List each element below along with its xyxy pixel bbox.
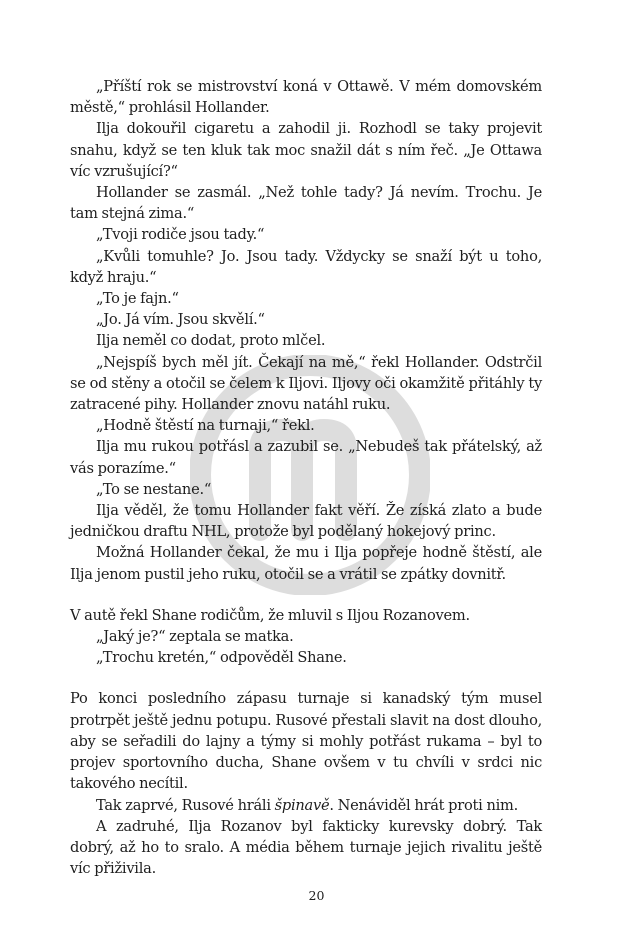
paragraph-italic-word: špinavě — [274, 796, 330, 814]
paragraph: Možná Hollander čekal, že mu i Ilja popřeje hodně štěstí, ale Ilja jenom pustil jeho ruku, otočil se a vrátil se zpátky dovnitř. — [70, 544, 542, 583]
paragraph: Ilja mu rukou potřásl a zazubil se. „Nebudeš tak přátelský, až vás porazíme.“ — [70, 438, 542, 477]
paragraph: Ilja dokouřil cigaretu a zahodil ji. Rozhodl se taky projevit snahu, když se ten kluk tak moc snažil dát s ním řeč. „Je Ottawa víc vzrušující?“ — [70, 120, 542, 180]
paragraph: „To se nestane.“ — [96, 480, 212, 498]
paragraph: „To je fajn.“ — [96, 290, 179, 308]
paragraph-part: Tak zaprvé, Rusové hráli — [96, 796, 275, 814]
paragraph: A zadruhé, Ilja Rozanov byl fakticky kurevsky dobrý. Tak dobrý, až ho to sralo. A média během turnaje jejich rivalitu ještě víc přiživila. — [70, 817, 542, 878]
paragraph: „Příští rok se mistrovství koná v Ottawě. V mém domovském městě,“ prohlásil Hollander. — [70, 78, 542, 117]
paragraph: Hollander se zasmál. „Než tohle tady? Já nevím. Trochu. Je tam stejná zima.“ — [70, 184, 542, 223]
paragraph: „Jaký je?“ zeptala se matka. — [96, 628, 294, 646]
paragraph-part: . Nenáviděl hrát proti nim. — [329, 796, 519, 814]
paragraph: „Trochu kretén,“ odpověděl Shane. — [96, 649, 347, 667]
paragraph: „Tvoji rodiče jsou tady.“ — [96, 226, 265, 244]
paragraph-section-start: Po konci posledního zápasu turnaje si kanadský tým musel protrpět ještě jednu potupu. Rusové přestali slavit na dost dlouho, aby se seřadili do lajny a týmy si mohly potřást rukama – byl to projev sportovního ducha, Shane ovšem v tu chvíli v srdci nic takového necítil. — [70, 690, 542, 793]
paragraph: „Nejspíš bych měl jít. Čekají na mě,“ řekl Hollander. Odstrčil se od stěny a otočil se čelem k Iljovi. Iljovy oči okamžitě přitáhly ty zatracené pihy. Hollander znovu natáhl ruku. — [70, 353, 542, 414]
paragraph-section-start: V autě řekl Shane rodičům, že mluvil s Iljou Rozanovem. — [70, 606, 470, 624]
page-number: 20 — [308, 888, 325, 903]
paragraph: „Kvůli tomuhle? Jo. Jsou tady. Vždycky se snaží být u toho, když hraju.“ — [70, 247, 542, 286]
paragraph — [70, 795, 542, 816]
paragraph: „Jo. Já vím. Jsou skvělí.“ — [96, 311, 265, 329]
paragraph: Ilja věděl, že tomu Hollander fakt věří. Že získá zlato a bude jedničkou draftu NHL, protože byl podělaný hokejový princ. — [70, 502, 542, 541]
paragraph: „Hodně štěstí na turnaji,“ řekl. — [96, 417, 315, 435]
page-body-text — [70, 76, 542, 879]
paragraph: Ilja neměl co dodat, proto mlčel. — [96, 332, 326, 350]
